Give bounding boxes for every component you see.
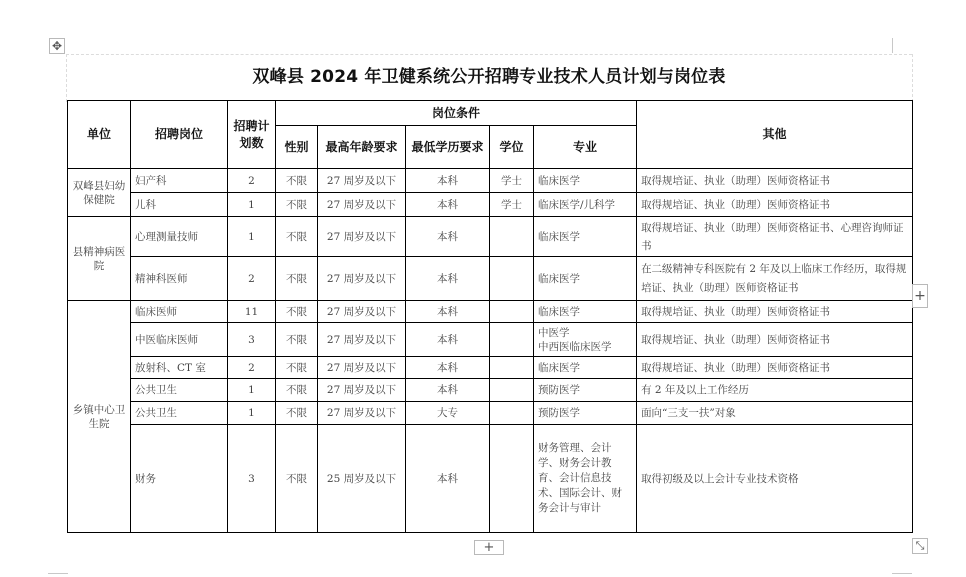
table-row (68, 193, 913, 217)
position-cell: 临床医师 (131, 301, 228, 323)
header-conditions: 岗位条件 (276, 101, 637, 126)
major-cell: 中医学 中西医临床医学 (534, 323, 637, 357)
education-cell: 本科 (406, 357, 490, 379)
gender-cell: 不限 (276, 301, 318, 323)
age-cell: 25 周岁及以下 (318, 425, 406, 533)
age-cell: 27 周岁及以下 (318, 217, 406, 257)
gender-cell: 不限 (276, 257, 318, 301)
header-max-age: 最高年龄要求 (318, 126, 406, 169)
education-cell: 本科 (406, 301, 490, 323)
header-min-education: 最低学历要求 (406, 126, 490, 169)
table-row (68, 169, 913, 193)
major-cell: 财务管理、会计学、财务会计教育、会计信息技术、国际会计、财务会计与审计 (534, 425, 637, 533)
count-cell: 2 (228, 357, 276, 379)
table-guide-right (912, 54, 913, 102)
age-cell: 27 周岁及以下 (318, 323, 406, 357)
age-cell: 27 周岁及以下 (318, 357, 406, 379)
education-cell: 本科 (406, 193, 490, 217)
position-cell: 心理测量技师 (131, 217, 228, 257)
position-cell: 精神科医师 (131, 257, 228, 301)
degree-cell: 学士 (490, 193, 534, 217)
unit-cell: 双峰县妇幼保健院 (68, 169, 131, 217)
count-cell: 11 (228, 301, 276, 323)
major-cell: 预防医学 (534, 379, 637, 402)
header-gender: 性别 (276, 126, 318, 169)
degree-cell (490, 379, 534, 402)
degree-cell (490, 323, 534, 357)
major-cell: 临床医学 (534, 357, 637, 379)
page-corner-mark (892, 573, 912, 574)
recruitment-table (67, 100, 913, 533)
gender-cell: 不限 (276, 357, 318, 379)
count-cell: 3 (228, 323, 276, 357)
table-row (68, 402, 913, 425)
major-cell: 临床医学 (534, 257, 637, 301)
position-cell: 公共卫生 (131, 379, 228, 402)
other-cell: 取得规培证、执业（助理）医师资格证书 (637, 323, 913, 357)
table-row (68, 357, 913, 379)
count-cell: 3 (228, 425, 276, 533)
table-row (68, 217, 913, 257)
count-cell: 2 (228, 169, 276, 193)
table-row (68, 379, 913, 402)
other-cell: 取得规培证、执业（助理）医师资格证书、心理咨询师证书 (637, 217, 913, 257)
count-cell: 1 (228, 379, 276, 402)
education-cell: 本科 (406, 323, 490, 357)
education-cell: 本科 (406, 217, 490, 257)
page-corner-mark (892, 38, 893, 53)
count-cell: 1 (228, 402, 276, 425)
header-other: 其他 (637, 101, 913, 169)
age-cell: 27 周岁及以下 (318, 379, 406, 402)
degree-cell (490, 357, 534, 379)
age-cell: 27 周岁及以下 (318, 257, 406, 301)
gender-cell: 不限 (276, 323, 318, 357)
position-cell: 妇产科 (131, 169, 228, 193)
major-cell: 临床医学 (534, 169, 637, 193)
header-major: 专业 (534, 126, 637, 169)
unit-cell: 县精神病医院 (68, 217, 131, 301)
age-cell: 27 周岁及以下 (318, 301, 406, 323)
education-cell: 本科 (406, 379, 490, 402)
gender-cell: 不限 (276, 193, 318, 217)
table-row (68, 257, 913, 301)
education-cell: 本科 (406, 169, 490, 193)
position-cell: 儿科 (131, 193, 228, 217)
gender-cell: 不限 (276, 425, 318, 533)
table-move-handle-icon[interactable]: ✥ (49, 38, 65, 54)
header-unit: 单位 (68, 101, 131, 169)
count-cell: 2 (228, 257, 276, 301)
degree-cell (490, 217, 534, 257)
position-cell: 财务 (131, 425, 228, 533)
degree-cell (490, 425, 534, 533)
gender-cell: 不限 (276, 402, 318, 425)
other-cell: 取得规培证、执业（助理）医师资格证书 (637, 357, 913, 379)
table-guide-top (66, 54, 912, 55)
major-cell: 临床医学 (534, 217, 637, 257)
gender-cell: 不限 (276, 217, 318, 257)
other-cell: 取得规培证、执业（助理）医师资格证书 (637, 301, 913, 323)
count-cell: 1 (228, 217, 276, 257)
degree-cell (490, 257, 534, 301)
header-position: 招聘岗位 (131, 101, 228, 169)
other-cell: 有 2 年及以上工作经历 (637, 379, 913, 402)
table-row (68, 425, 913, 533)
document-title: 双峰县 2024 年卫健系统公开招聘专业技术人员计划与岗位表 (252, 67, 726, 87)
other-cell: 取得规培证、执业（助理）医师资格证书 (637, 193, 913, 217)
position-cell: 放射科、CT 室 (131, 357, 228, 379)
other-cell: 面向“三支一扶”对象 (637, 402, 913, 425)
position-cell: 公共卫生 (131, 402, 228, 425)
table-row (68, 301, 913, 323)
other-cell: 取得初级及以上会计专业技术资格 (637, 425, 913, 533)
education-cell: 大专 (406, 402, 490, 425)
major-cell: 临床医学 (534, 301, 637, 323)
education-cell: 本科 (406, 257, 490, 301)
other-cell: 在二级精神专科医院有 2 年及以上临床工作经历，取得规培证、执业（助理）医师资格证书 (637, 257, 913, 301)
table-resize-handle-icon[interactable]: ⤡ (912, 538, 928, 554)
degree-cell: 学士 (490, 169, 534, 193)
page-corner-mark (48, 573, 68, 574)
unit-cell: 乡镇中心卫生院 (68, 301, 131, 533)
add-column-button[interactable]: + (912, 284, 928, 308)
gender-cell: 不限 (276, 379, 318, 402)
age-cell: 27 周岁及以下 (318, 402, 406, 425)
gender-cell: 不限 (276, 169, 318, 193)
degree-cell (490, 402, 534, 425)
position-cell: 中医临床医师 (131, 323, 228, 357)
age-cell: 27 周岁及以下 (318, 169, 406, 193)
major-cell: 临床医学/儿科学 (534, 193, 637, 217)
degree-cell (490, 301, 534, 323)
header-plan-count: 招聘计划数 (228, 101, 276, 169)
age-cell: 27 周岁及以下 (318, 193, 406, 217)
count-cell: 1 (228, 193, 276, 217)
major-cell: 预防医学 (534, 402, 637, 425)
education-cell: 本科 (406, 425, 490, 533)
header-degree: 学位 (490, 126, 534, 169)
other-cell: 取得规培证、执业（助理）医师资格证书 (637, 169, 913, 193)
add-row-button[interactable]: + (474, 540, 504, 555)
table-row (68, 323, 913, 357)
